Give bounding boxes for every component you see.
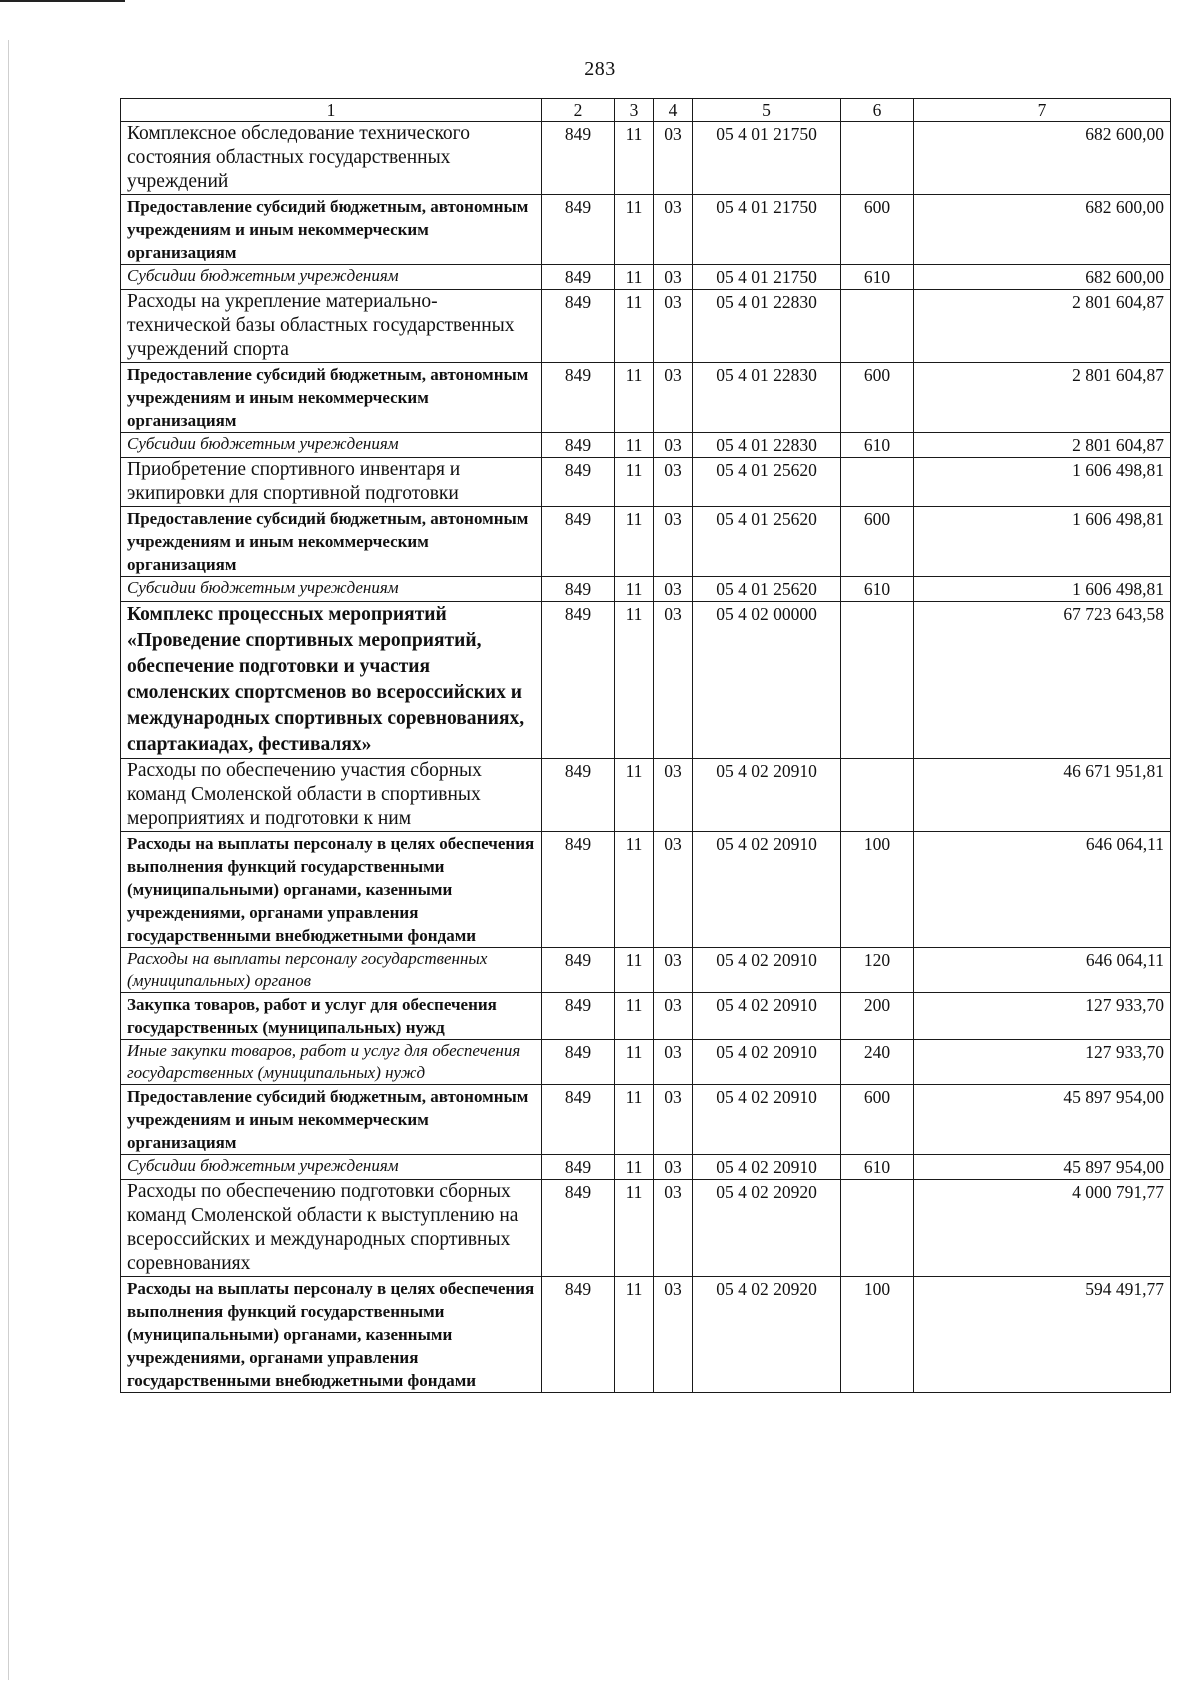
target-article-cell: 05 4 02 20920 — [693, 1277, 841, 1393]
ministry-code-cell: 849 — [542, 363, 615, 433]
subsection-code-cell: 03 — [654, 458, 693, 507]
ministry-code-cell: 849 — [542, 290, 615, 363]
subsection-code-cell: 03 — [654, 122, 693, 195]
amount-cell: 682 600,00 — [914, 195, 1171, 265]
column-header: 4 — [654, 99, 693, 122]
column-header: 5 — [693, 99, 841, 122]
ministry-code-cell: 849 — [542, 1085, 615, 1155]
expense-name-cell: Приобретение спортивного инвентаря и экипировки для спортивной подготовки — [121, 458, 542, 507]
amount-cell: 1 606 498,81 — [914, 577, 1171, 602]
ministry-code-cell: 849 — [542, 1277, 615, 1393]
subsection-code-cell: 03 — [654, 993, 693, 1040]
ministry-code-cell: 849 — [542, 1180, 615, 1277]
table-row — [121, 1277, 1171, 1393]
ministry-code-cell: 849 — [542, 1040, 615, 1085]
target-article-cell: 05 4 01 22830 — [693, 290, 841, 363]
amount-cell: 127 933,70 — [914, 993, 1171, 1040]
ministry-code-cell: 849 — [542, 577, 615, 602]
target-article-cell: 05 4 01 21750 — [693, 195, 841, 265]
expense-type-cell: 600 — [841, 363, 914, 433]
expense-type-cell — [841, 290, 914, 363]
section-code-cell: 11 — [615, 1180, 654, 1277]
expense-type-cell: 240 — [841, 1040, 914, 1085]
section-code-cell: 11 — [615, 577, 654, 602]
target-article-cell: 05 4 01 22830 — [693, 363, 841, 433]
amount-cell: 45 897 954,00 — [914, 1155, 1171, 1180]
expense-type-cell — [841, 122, 914, 195]
target-article-cell: 05 4 02 20910 — [693, 993, 841, 1040]
table-row — [121, 265, 1171, 290]
subsection-code-cell: 03 — [654, 1155, 693, 1180]
target-article-cell: 05 4 02 20910 — [693, 832, 841, 948]
table-row — [121, 832, 1171, 948]
ministry-code-cell: 849 — [542, 759, 615, 832]
expense-name-cell: Субсидии бюджетным учреждениям — [121, 265, 542, 290]
ministry-code-cell: 849 — [542, 433, 615, 458]
target-article-cell: 05 4 02 20910 — [693, 1155, 841, 1180]
column-header: 1 — [121, 99, 542, 122]
amount-cell: 2 801 604,87 — [914, 363, 1171, 433]
section-code-cell: 11 — [615, 602, 654, 759]
expense-name-cell: Расходы на выплаты персоналу государственных (муниципальных) органов — [121, 948, 542, 993]
expense-type-cell: 200 — [841, 993, 914, 1040]
table-row — [121, 1040, 1171, 1085]
section-code-cell: 11 — [615, 1085, 654, 1155]
target-article-cell: 05 4 02 20910 — [693, 759, 841, 832]
section-code-cell: 11 — [615, 122, 654, 195]
column-header: 2 — [542, 99, 615, 122]
ministry-code-cell: 849 — [542, 832, 615, 948]
target-article-cell: 05 4 02 20910 — [693, 948, 841, 993]
expense-name-cell: Субсидии бюджетным учреждениям — [121, 433, 542, 458]
table-row — [121, 363, 1171, 433]
ministry-code-cell: 849 — [542, 948, 615, 993]
expense-name-cell: Расходы на выплаты персоналу в целях обеспечения выполнения функций государственными (муниципальными) органами, казенными учреждениями, органами управления государственными внебюджетными фондами — [121, 1277, 542, 1393]
target-article-cell: 05 4 01 25620 — [693, 577, 841, 602]
column-header: 6 — [841, 99, 914, 122]
subsection-code-cell: 03 — [654, 1277, 693, 1393]
target-article-cell: 05 4 01 22830 — [693, 433, 841, 458]
expense-type-cell — [841, 1180, 914, 1277]
table-row — [121, 1155, 1171, 1180]
expense-name-cell: Расходы на выплаты персоналу в целях обеспечения выполнения функций государственными (муниципальными) органами, казенными учреждениями, органами управления государственными внебюджетными фондами — [121, 832, 542, 948]
section-code-cell: 11 — [615, 832, 654, 948]
table-row — [121, 993, 1171, 1040]
amount-cell: 682 600,00 — [914, 265, 1171, 290]
target-article-cell: 05 4 02 20910 — [693, 1040, 841, 1085]
expense-type-cell: 610 — [841, 577, 914, 602]
table-row — [121, 507, 1171, 577]
subsection-code-cell: 03 — [654, 1040, 693, 1085]
expense-type-cell: 120 — [841, 948, 914, 993]
expense-name-cell: Закупка товаров, работ и услуг для обеспечения государственных (муниципальных) нужд — [121, 993, 542, 1040]
expense-name-cell: Субсидии бюджетным учреждениям — [121, 1155, 542, 1180]
expense-type-cell — [841, 759, 914, 832]
target-article-cell: 05 4 01 21750 — [693, 265, 841, 290]
amount-cell: 594 491,77 — [914, 1277, 1171, 1393]
amount-cell: 2 801 604,87 — [914, 290, 1171, 363]
ministry-code-cell: 849 — [542, 507, 615, 577]
expense-name-cell: Расходы по обеспечению подготовки сборных команд Смоленской области к выступлению на всероссийских и международных спортивных соревнованиях — [121, 1180, 542, 1277]
table-row — [121, 195, 1171, 265]
expense-type-cell — [841, 458, 914, 507]
subsection-code-cell: 03 — [654, 265, 693, 290]
ministry-code-cell: 849 — [542, 195, 615, 265]
table-row — [121, 948, 1171, 993]
table-row — [121, 759, 1171, 832]
section-code-cell: 11 — [615, 1277, 654, 1393]
target-article-cell: 05 4 02 20920 — [693, 1180, 841, 1277]
expense-type-cell: 100 — [841, 832, 914, 948]
expense-name-cell: Расходы по обеспечению участия сборных команд Смоленской области в спортивных мероприятиях и подготовки к ним — [121, 759, 542, 832]
subsection-code-cell: 03 — [654, 363, 693, 433]
amount-cell: 127 933,70 — [914, 1040, 1171, 1085]
left-margin-rule — [8, 40, 9, 1680]
page-number: 283 — [584, 58, 616, 80]
subsection-code-cell: 03 — [654, 602, 693, 759]
budget-table — [120, 98, 1171, 1393]
expense-type-cell: 600 — [841, 195, 914, 265]
subsection-code-cell: 03 — [654, 195, 693, 265]
amount-cell: 646 064,11 — [914, 832, 1171, 948]
expense-type-cell: 100 — [841, 1277, 914, 1393]
target-article-cell: 05 4 01 21750 — [693, 122, 841, 195]
subsection-code-cell: 03 — [654, 507, 693, 577]
table-row — [121, 122, 1171, 195]
expense-name-cell: Расходы на укрепление материально-технической базы областных государственных учреждений спорта — [121, 290, 542, 363]
section-code-cell: 11 — [615, 458, 654, 507]
table-body — [121, 99, 1171, 1393]
table-header-row — [121, 99, 1171, 122]
table-row — [121, 602, 1171, 759]
column-header: 7 — [914, 99, 1171, 122]
section-code-cell: 11 — [615, 948, 654, 993]
amount-cell: 682 600,00 — [914, 122, 1171, 195]
ministry-code-cell: 849 — [542, 458, 615, 507]
section-code-cell: 11 — [615, 1155, 654, 1180]
expense-name-cell: Предоставление субсидий бюджетным, автономным учреждениям и иным некоммерческим организациям — [121, 1085, 542, 1155]
expense-name-cell: Предоставление субсидий бюджетным, автономным учреждениям и иным некоммерческим организациям — [121, 195, 542, 265]
subsection-code-cell: 03 — [654, 948, 693, 993]
ministry-code-cell: 849 — [542, 265, 615, 290]
amount-cell: 67 723 643,58 — [914, 602, 1171, 759]
amount-cell: 1 606 498,81 — [914, 458, 1171, 507]
expense-type-cell: 610 — [841, 265, 914, 290]
subsection-code-cell: 03 — [654, 1180, 693, 1277]
section-code-cell: 11 — [615, 195, 654, 265]
subsection-code-cell: 03 — [654, 577, 693, 602]
section-code-cell: 11 — [615, 290, 654, 363]
section-code-cell: 11 — [615, 507, 654, 577]
section-code-cell: 11 — [615, 433, 654, 458]
table-row — [121, 577, 1171, 602]
amount-cell: 2 801 604,87 — [914, 433, 1171, 458]
column-header: 3 — [615, 99, 654, 122]
expense-type-cell — [841, 602, 914, 759]
section-code-cell: 11 — [615, 265, 654, 290]
ministry-code-cell: 849 — [542, 1155, 615, 1180]
expense-name-cell: Субсидии бюджетным учреждениям — [121, 577, 542, 602]
ministry-code-cell: 849 — [542, 122, 615, 195]
target-article-cell: 05 4 02 20910 — [693, 1085, 841, 1155]
ministry-code-cell: 849 — [542, 602, 615, 759]
table-row — [121, 433, 1171, 458]
amount-cell: 45 897 954,00 — [914, 1085, 1171, 1155]
expense-name-cell: Иные закупки товаров, работ и услуг для обеспечения государственных (муниципальных) нужд — [121, 1040, 542, 1085]
section-code-cell: 11 — [615, 1040, 654, 1085]
target-article-cell: 05 4 02 00000 — [693, 602, 841, 759]
target-article-cell: 05 4 01 25620 — [693, 458, 841, 507]
expense-name-cell: Комплекс процессных мероприятий «Проведение спортивных мероприятий, обеспечение подготовки и участия смоленских спортсменов во всероссийских и международных спортивных соревнованиях, спартакиадах, фестивалях» — [121, 602, 542, 759]
subsection-code-cell: 03 — [654, 1085, 693, 1155]
table-row — [121, 458, 1171, 507]
expense-type-cell: 600 — [841, 507, 914, 577]
subsection-code-cell: 03 — [654, 832, 693, 948]
section-code-cell: 11 — [615, 993, 654, 1040]
expense-name-cell: Предоставление субсидий бюджетным, автономным учреждениям и иным некоммерческим организациям — [121, 363, 542, 433]
target-article-cell: 05 4 01 25620 — [693, 507, 841, 577]
amount-cell: 4 000 791,77 — [914, 1180, 1171, 1277]
subsection-code-cell: 03 — [654, 290, 693, 363]
subsection-code-cell: 03 — [654, 433, 693, 458]
expense-name-cell: Предоставление субсидий бюджетным, автономным учреждениям и иным некоммерческим организациям — [121, 507, 542, 577]
section-code-cell: 11 — [615, 759, 654, 832]
amount-cell: 646 064,11 — [914, 948, 1171, 993]
ministry-code-cell: 849 — [542, 993, 615, 1040]
expense-type-cell: 600 — [841, 1085, 914, 1155]
amount-cell: 46 671 951,81 — [914, 759, 1171, 832]
amount-cell: 1 606 498,81 — [914, 507, 1171, 577]
expense-name-cell: Комплексное обследование технического состояния областных государственных учреждений — [121, 122, 542, 195]
expense-type-cell: 610 — [841, 433, 914, 458]
table-row — [121, 1180, 1171, 1277]
table-row — [121, 1085, 1171, 1155]
table-row — [121, 290, 1171, 363]
top-edge-rule — [0, 0, 125, 2]
section-code-cell: 11 — [615, 363, 654, 433]
subsection-code-cell: 03 — [654, 759, 693, 832]
expense-type-cell: 610 — [841, 1155, 914, 1180]
